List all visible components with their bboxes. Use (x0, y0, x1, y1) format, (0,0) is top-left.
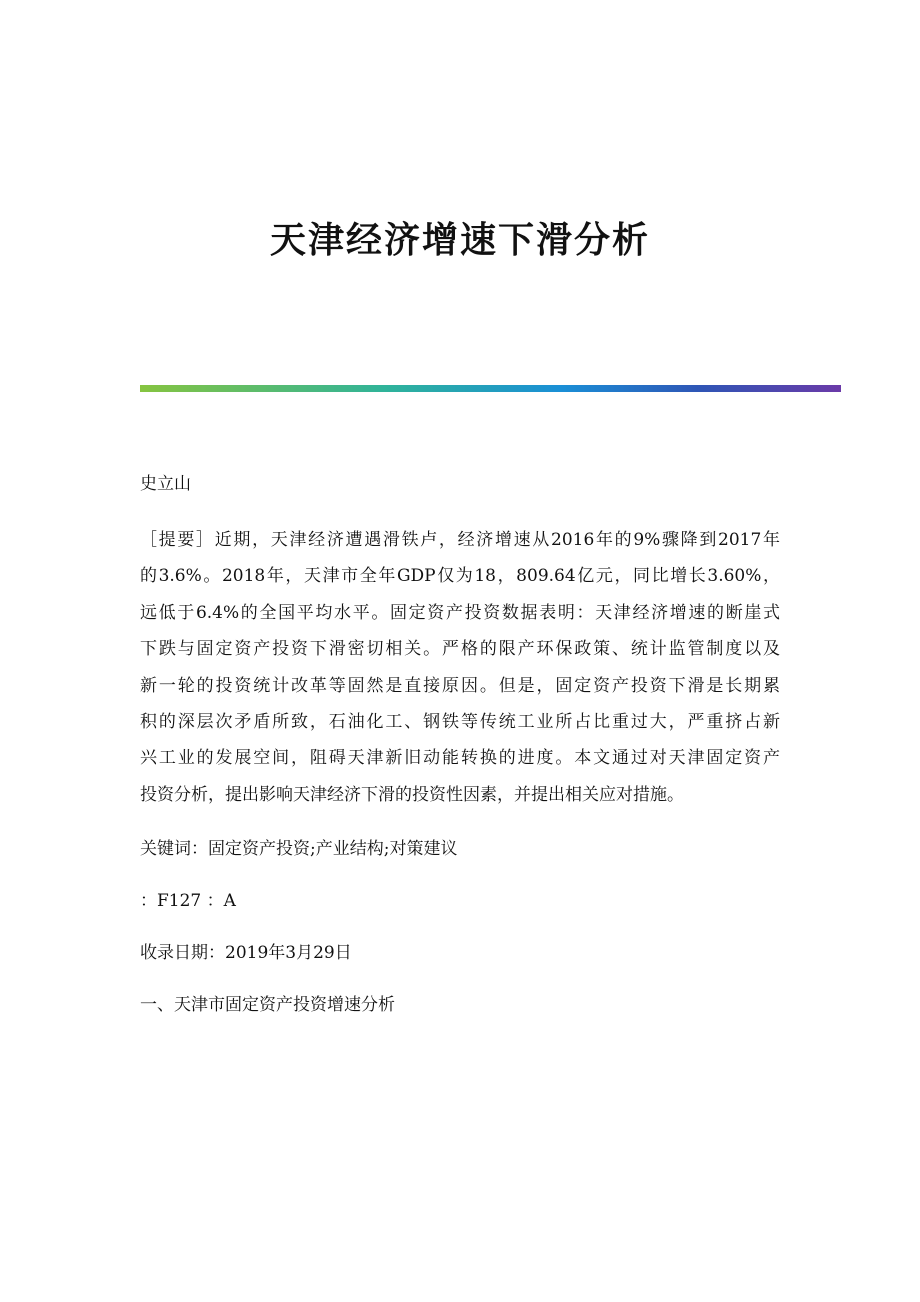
abstract-line: 积的深层次矛盾所致，石油化工、钢铁等传统工业所占比重过大，严重挤占新 (140, 711, 780, 732)
classification-code: ：F127 ：A (140, 891, 236, 912)
title-divider (140, 385, 841, 392)
received-date: 收录日期：2019年3月29日 (140, 943, 352, 964)
abstract-line: 的3.6%。2018年，天津市全年GDP仅为18，809.64亿元，同比增长3.60%， (140, 566, 780, 587)
abstract (140, 522, 780, 813)
abstract-line: 下跌与固定资产投资下滑密切相关。严格的限产环保政策、统计监管制度以及 (140, 639, 780, 660)
abstract-line: 投资分析，提出影响天津经济下滑的投资性因素，并提出相关应对措施。 (140, 784, 684, 805)
author-name: 史立山 (140, 474, 191, 494)
keywords: 关键词：固定资产投资;产业结构;对策建议 (140, 839, 458, 860)
abstract-line: 新一轮的投资统计改革等固然是直接原因。但是，固定资产投资下滑是长期累 (140, 675, 780, 696)
document-title: 天津经济增速下滑分析 (269, 219, 650, 261)
abstract-line: 兴工业的发展空间，阻碍天津新旧动能转换的进度。本文通过对天津固定资产 (140, 748, 780, 769)
section-heading: 一、天津市固定资产投资增速分析 (140, 995, 395, 1016)
abstract-line: 远低于6.4%的全国平均水平。固定资产投资数据表明：天津经济增速的断崖式 (140, 602, 780, 623)
article-body (140, 468, 780, 1021)
abstract-line: ［提要］近期，天津经济遭遇滑铁卢，经济增速从2016年的9%骤降到2017年 (140, 530, 780, 550)
